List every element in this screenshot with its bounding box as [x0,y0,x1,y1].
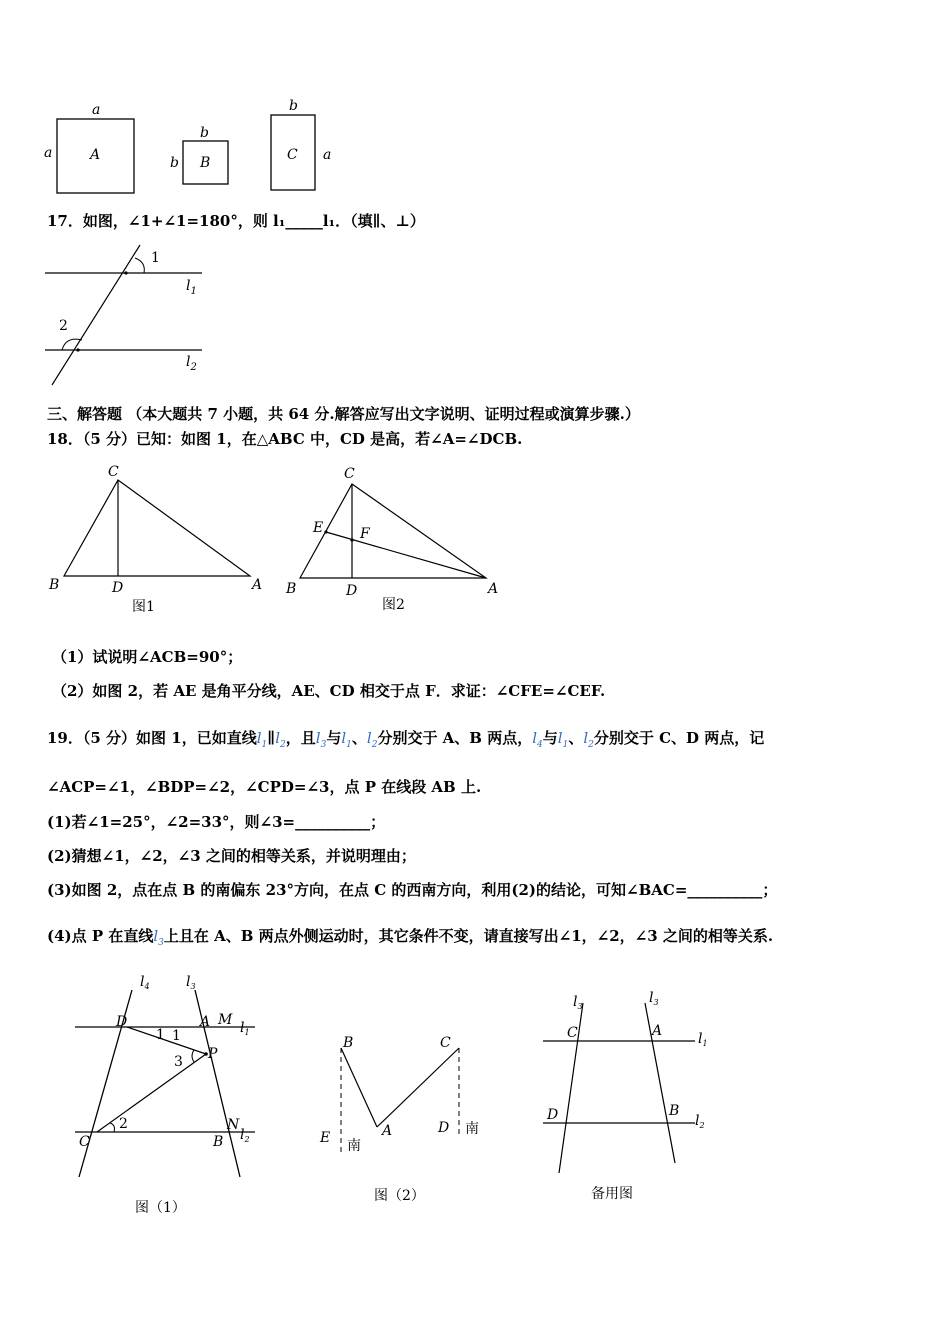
f2-B: B [343,1035,354,1051]
label-B: B [200,155,211,171]
f1-P: P [208,1046,218,1062]
f1-l3: $l_3$ [186,974,196,991]
label-b-left: b [170,155,179,171]
section-3-heading: 三、解答题 （本大题共 7 小题，共 64 分.解答应写出文字说明、证明过程或演算步骤.） [47,405,640,423]
f1-B: B [213,1134,224,1150]
f3-caption: 备用图 [591,1186,633,1202]
sym-l1c: $l_1$ [557,729,569,750]
f2-south1: 南 [347,1138,361,1154]
f1-angle3: 3 [174,1054,183,1070]
q18-text: 18．（5 分）已知：如图 1，在△ABC 中，CD 是高，若∠A=∠DCB. [47,430,523,448]
f2-A: A [382,1123,393,1139]
q18-figure-2 [280,462,510,617]
sym-l3: $l_3$ [315,729,327,750]
f3-l4: $l_3$ [649,990,659,1007]
q19-figure-2 [310,1025,490,1210]
label-b-top: b [200,125,209,141]
sym-l1b: $l_1$ [341,729,352,750]
q18f2-caption: 图2 [382,597,405,613]
f3-C: C [567,1025,578,1041]
f3-l1: $l_1$ [698,1031,708,1048]
f1-N: N [227,1117,240,1133]
q18f1-A: A [252,577,263,593]
sym-l3b: $l_3$ [153,927,164,948]
q18-figure-1 [40,458,280,618]
q18-sub2: （2）如图 2，若 AE 是角平分线，AE、CD 相交于点 F．求证：∠CFE=∠CEF. [52,682,606,700]
q19-sub2: (2)猜想∠1，∠2，∠3 之间的相等关系，并说明理由； [47,847,416,865]
q18f2-A: A [488,581,499,597]
f1-angle1a: 1 [156,1027,165,1043]
sym-l1: $l_1$ [256,729,268,750]
f2-E: E [320,1130,331,1146]
f1-l4: $l_4$ [140,974,150,991]
sym-l2c: $l_2$ [583,729,594,750]
q19-sub1: (1)若∠1=25°，∠2=33°，则∠3=__________； [47,813,386,831]
rectangles-figure [40,95,340,195]
q17-angle1: 1 [151,250,160,266]
label-A: A [90,147,101,163]
q18f2-B: B [286,581,297,597]
q19-figure-1 [70,972,270,1222]
q18f2-C: C [344,466,355,482]
q19-line2: ∠ACP=∠1，∠BDP=∠2，∠CPD=∠3，点 P 在线段 AB 上. [47,778,482,796]
label-a-left: a [44,145,53,161]
sym-l2b: $l_2$ [366,729,378,750]
f3-B: B [669,1103,680,1119]
q18-sub1: （1）试说明∠ACB=90°； [52,648,243,666]
q17-text: 17．如图，∠1+∠1=180°，则 l₁_____l₁．（填∥、⊥） [47,212,425,230]
f3-A: A [652,1023,663,1039]
q18f1-caption: 图1 [132,599,155,615]
f1-C: C [79,1134,90,1150]
label-c-top: b [289,98,298,114]
f3-l2: $l_2$ [695,1113,705,1130]
f1-M: M [218,1012,233,1028]
sym-l4: $l_4$ [532,729,543,750]
q17-angle2: 2 [59,318,68,334]
q18f2-D: D [346,583,358,599]
f1-l2: $l_2$ [240,1127,250,1144]
f1-angle1b: 1 [172,1028,181,1044]
f3-l3: $l_3$ [573,994,583,1011]
f3-D: D [547,1107,559,1123]
q18f1-B: B [49,577,60,593]
f2-caption: 图（2） [374,1188,425,1204]
q19-line1: 19．（5 分）如图 1，已如直线$l_1\parallel l_2$，且$l_3$与$l_1$、$l_2$分别交于 A、B 两点，$l_4$与$l_1$、$l_2$分别交于 C、D 两点，记 [47,729,765,750]
label-c-right: a [323,147,332,163]
q17-l2: $l_2$ [186,354,197,373]
f1-l1: $l_1$ [240,1020,250,1037]
q18f2-E: E [313,520,324,536]
q17-l1: $l_1$ [186,278,197,297]
q17-figure [40,240,220,390]
label-C: C [287,147,298,163]
q19-figure-backup [535,985,725,1210]
q18f1-C: C [108,464,119,480]
f2-C: C [440,1035,451,1051]
sym-l2: $l_2$ [275,729,286,750]
f2-south2: 南 [465,1121,479,1137]
q19-sub4: (4)点 P 在直线$l_3$上且在 A、B 两点外侧运动时，其它条件不变，请直接写出∠1，∠2，∠3 之间的相等关系. [47,927,774,948]
q18f1-D: D [112,580,124,596]
f1-D: D [116,1014,128,1030]
q19-sub3: (3)如图 2，点在点 B 的南偏东 23°方向，在点 C 的西南方向，利用(2)的结论，可知∠BAC=__________； [47,881,778,899]
q18f2-F: F [360,526,370,542]
label-a-top: a [92,102,101,118]
f1-caption: 图（1） [135,1200,186,1216]
f1-angle2: 2 [119,1116,128,1132]
f1-A: A [200,1014,211,1030]
f2-D: D [438,1120,450,1136]
